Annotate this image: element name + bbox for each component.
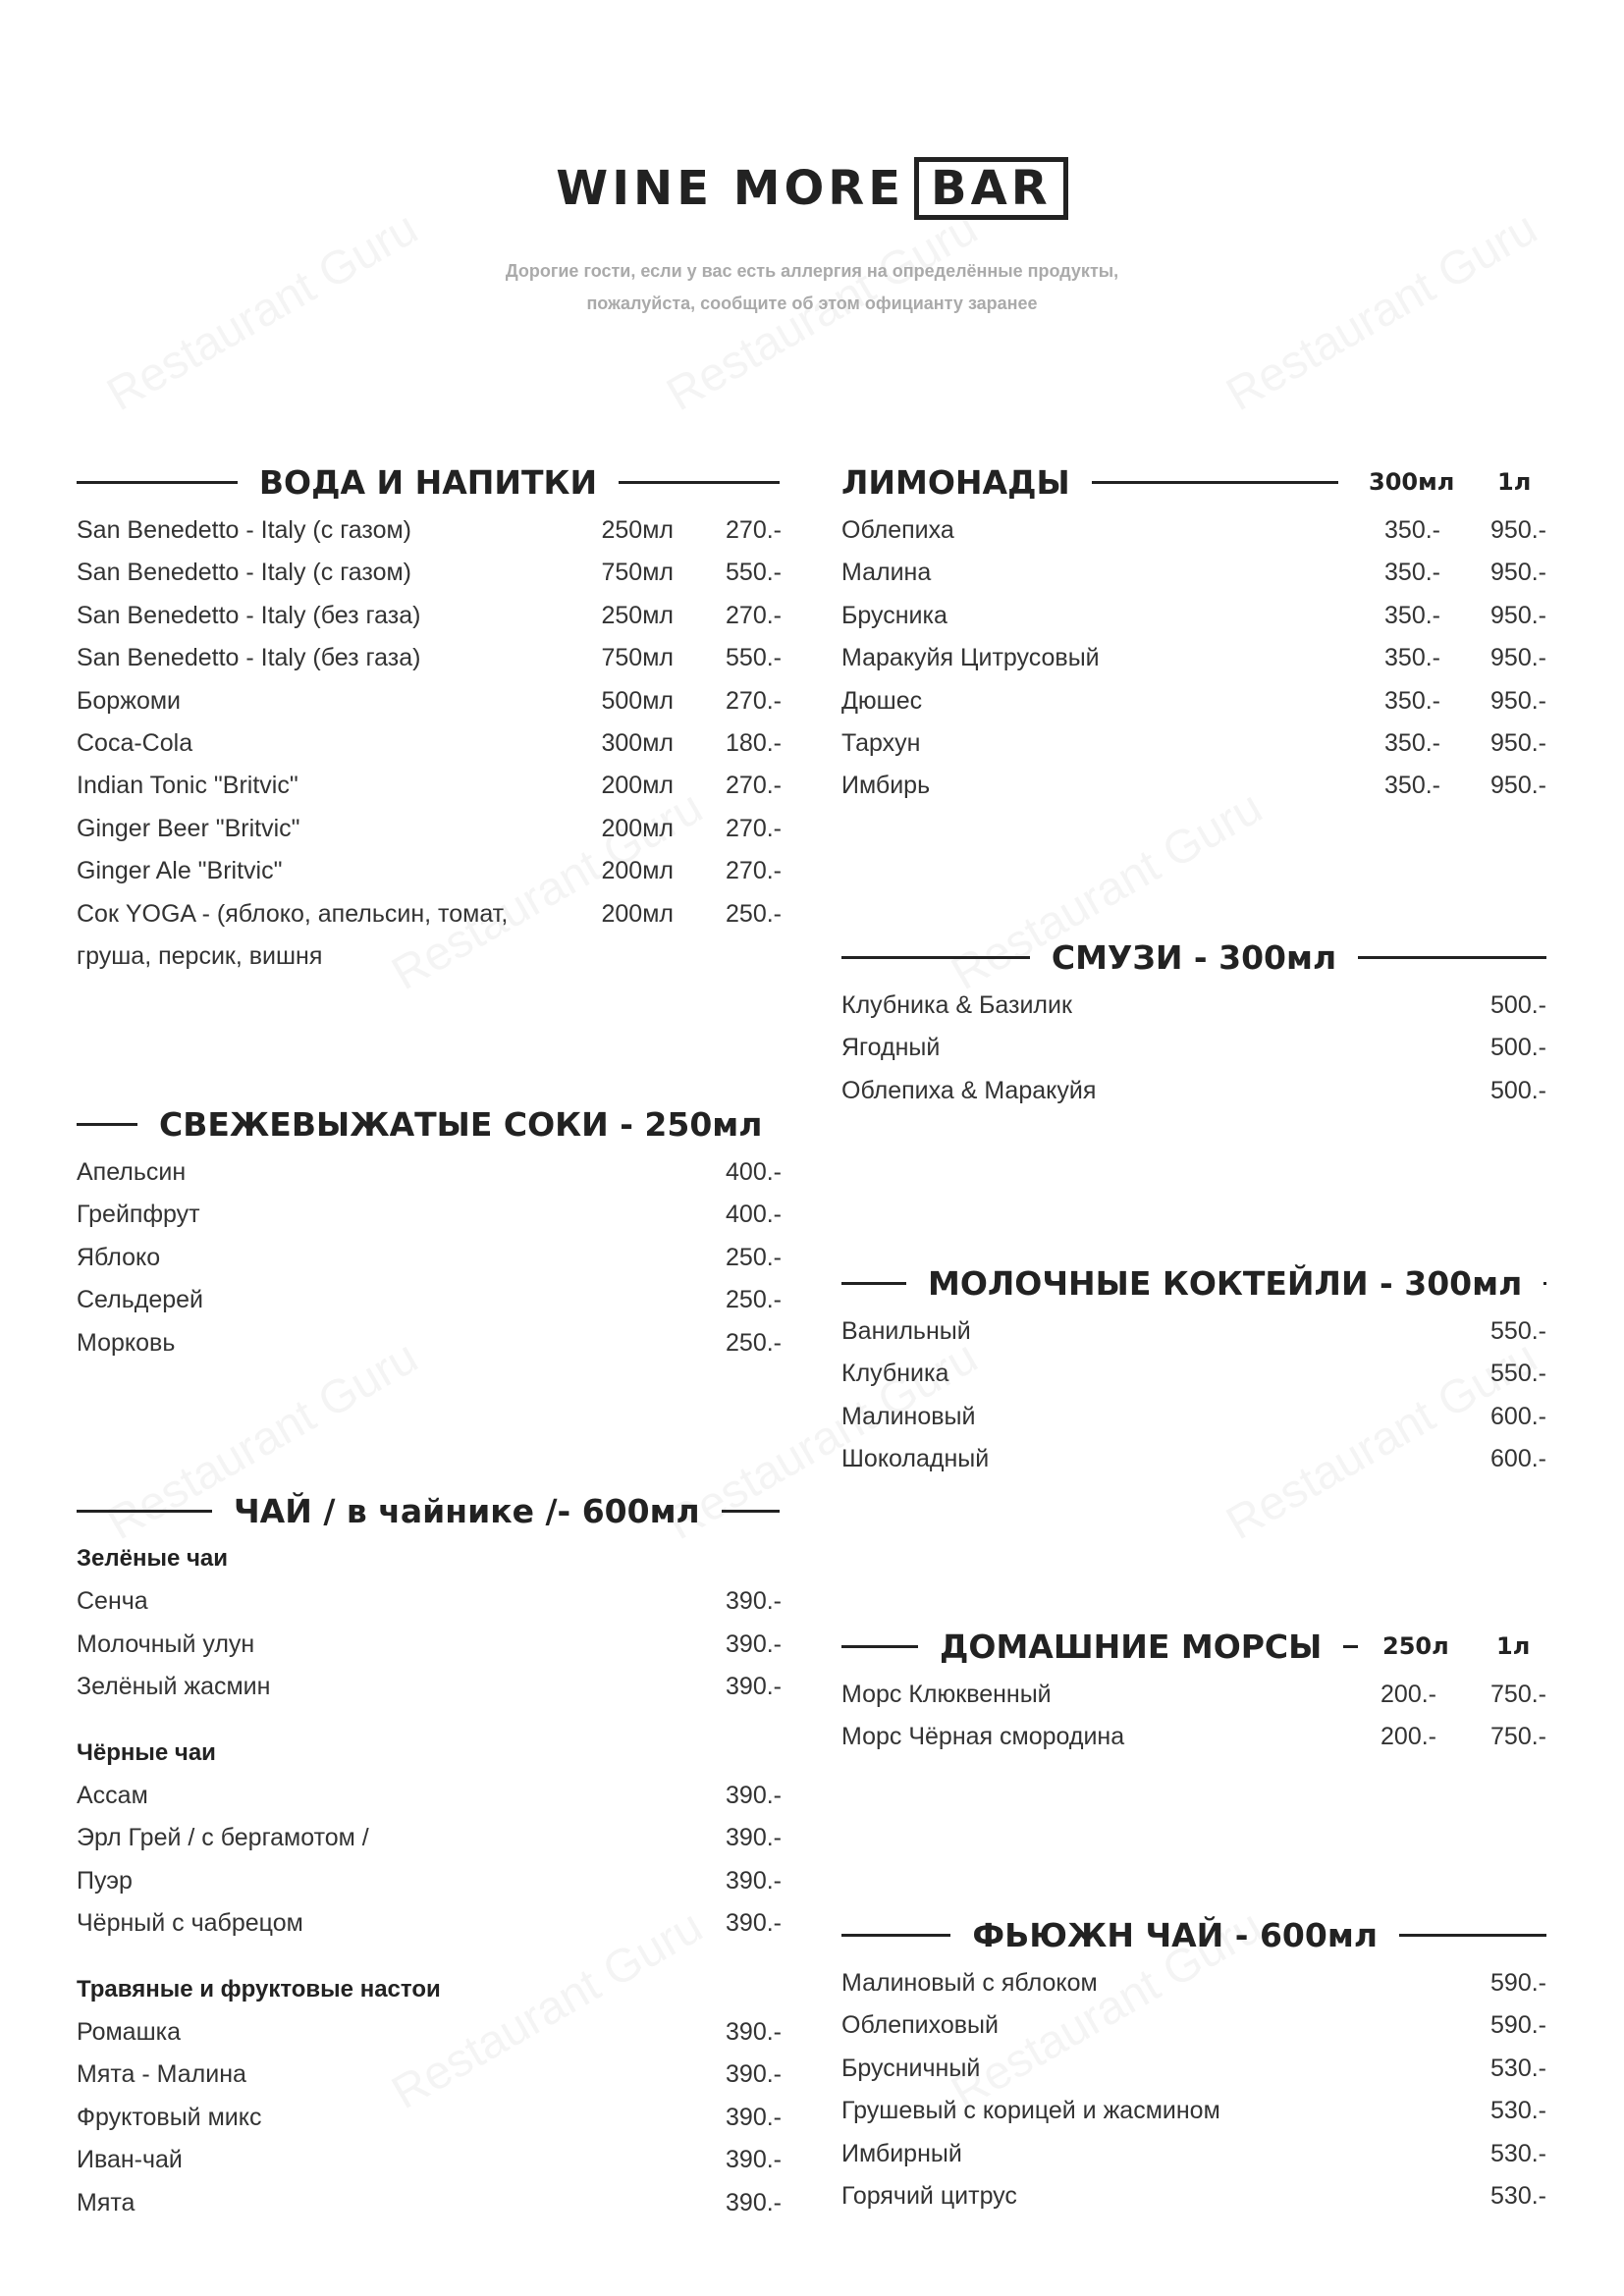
item-name: Яблоко bbox=[77, 1243, 161, 1271]
item-name: Облепиховый bbox=[841, 2011, 999, 2040]
section-title: ДОМАШНИЕ МОРСЫ bbox=[940, 1627, 1323, 1666]
menu-item bbox=[841, 2049, 1546, 2088]
menu-item bbox=[77, 851, 782, 890]
item-volume: 200мл bbox=[601, 814, 674, 842]
section-heading-juices bbox=[77, 1101, 780, 1147]
item-name: San Benedetto - Italy (с газом) bbox=[77, 516, 411, 544]
section-title: МОЛОЧНЫЕ КОКТЕЙЛИ - 300мл bbox=[928, 1263, 1523, 1303]
item-name: Грейпфрут bbox=[77, 1201, 200, 1229]
menu-item bbox=[841, 986, 1546, 1025]
menu-item bbox=[841, 1028, 1546, 1067]
tea-group-title: Травяные и фруктовые настои bbox=[77, 1975, 441, 2002]
item-name: груша, персик, вишня bbox=[77, 942, 323, 970]
section-title: СВЕЖЕВЫЖАТЫЕ СОКИ - 250мл bbox=[159, 1104, 763, 1144]
item-price-300ml: 350.- bbox=[1384, 772, 1440, 800]
menu-item bbox=[77, 1195, 782, 1234]
section-heading-smoothie bbox=[841, 934, 1546, 980]
item-price: 270.- bbox=[726, 772, 782, 800]
heading-rule bbox=[1358, 956, 1546, 959]
item-price: 500.- bbox=[1490, 991, 1546, 1019]
notice-line: Дорогие гости, если у вас есть аллергия на определённые продукты, bbox=[505, 261, 1119, 281]
item-price: 590.- bbox=[1490, 2011, 1546, 2040]
section-title: ФЬЮЖН ЧАЙ - 600мл bbox=[972, 1915, 1378, 1954]
menu-item bbox=[841, 1397, 1546, 1436]
item-price-1l: 950.- bbox=[1490, 601, 1546, 629]
item-price-1l: 950.- bbox=[1490, 559, 1546, 587]
item-name: Coca-Cola bbox=[77, 729, 193, 757]
col-header: 250л bbox=[1382, 1632, 1449, 1660]
item-price: 550.- bbox=[726, 559, 782, 587]
item-price: 180.- bbox=[726, 729, 782, 757]
menu-item bbox=[77, 1581, 782, 1621]
item-price: 390.- bbox=[726, 1782, 782, 1809]
item-price: 500.- bbox=[1490, 1034, 1546, 1062]
item-price: 390.- bbox=[726, 1629, 782, 1658]
item-name: Морс Чёрная смородина bbox=[841, 1723, 1125, 1751]
item-price: 390.- bbox=[726, 2188, 782, 2216]
item-name: Боржоми bbox=[77, 686, 181, 715]
item-name: Ромашка bbox=[77, 2018, 182, 2046]
col-header: 300мл bbox=[1369, 468, 1455, 496]
item-name: Клубника bbox=[841, 1360, 949, 1388]
item-price: 390.- bbox=[726, 1824, 782, 1852]
menu-item bbox=[841, 2176, 1546, 2216]
item-volume: 250мл bbox=[601, 516, 674, 544]
tea-group-title: Зелёные чаи bbox=[77, 1545, 229, 1572]
section-title: ЧАЙ / в чайнике /- 600мл bbox=[234, 1491, 700, 1530]
item-price: 530.- bbox=[1490, 2182, 1546, 2210]
item-name: Имбирь bbox=[841, 772, 931, 800]
heading-rule bbox=[841, 1934, 950, 1937]
item-price: 390.- bbox=[726, 2060, 782, 2089]
menu-item bbox=[841, 681, 1546, 721]
item-volume: 750мл bbox=[601, 559, 674, 587]
heading-rule bbox=[619, 481, 780, 484]
col-header: 1л bbox=[1497, 468, 1532, 496]
item-name: Ginger Beer "Britvic" bbox=[77, 814, 300, 842]
item-price: 390.- bbox=[726, 1909, 782, 1938]
menu-item bbox=[77, 681, 782, 721]
item-name: Чёрный с чабрецом bbox=[77, 1909, 303, 1938]
heading-rule bbox=[841, 1645, 918, 1648]
item-volume: 500мл bbox=[601, 686, 674, 715]
menu-item bbox=[77, 596, 782, 635]
item-price: 530.- bbox=[1490, 2139, 1546, 2167]
heading-rule bbox=[1399, 1934, 1546, 1937]
item-name: Сенча bbox=[77, 1587, 148, 1616]
item-price: 550.- bbox=[1490, 1360, 1546, 1388]
item-name: Дюшес bbox=[841, 686, 923, 715]
item-price-1l: 950.- bbox=[1490, 686, 1546, 715]
menu-item bbox=[77, 2055, 782, 2094]
menu-item bbox=[77, 553, 782, 592]
item-price-300ml: 350.- bbox=[1384, 601, 1440, 629]
menu-item bbox=[77, 1625, 782, 1664]
menu-item bbox=[841, 1071, 1546, 1110]
item-price-1l: 750.- bbox=[1490, 1681, 1546, 1708]
item-price: 390.- bbox=[726, 1673, 782, 1701]
item-name: Грушевый с корицей и жасмином bbox=[841, 2097, 1220, 2125]
item-price-300ml: 350.- bbox=[1384, 559, 1440, 587]
item-price: 600.- bbox=[1490, 1402, 1546, 1430]
col-header: 1л bbox=[1496, 1632, 1531, 1660]
item-price: 390.- bbox=[726, 2018, 782, 2046]
menu-item bbox=[841, 1717, 1546, 1756]
menu-item bbox=[77, 2012, 782, 2052]
item-name: Мята bbox=[77, 2188, 135, 2216]
item-name: Брусника bbox=[841, 601, 947, 629]
item-name: San Benedetto - Italy (без газа) bbox=[77, 644, 421, 672]
item-name: Пуэр bbox=[77, 1866, 133, 1895]
item-name: Маракуйя Цитрусовый bbox=[841, 644, 1100, 672]
menu-item bbox=[77, 510, 782, 550]
item-price: 550.- bbox=[726, 644, 782, 672]
heading-rule bbox=[77, 1510, 212, 1513]
item-name: Ginger Ale "Britvic" bbox=[77, 857, 283, 885]
logo-text: WINE MORE bbox=[556, 161, 905, 216]
item-price: 270.- bbox=[726, 601, 782, 629]
menu-item bbox=[77, 1776, 782, 1815]
item-price-1l: 950.- bbox=[1490, 772, 1546, 800]
allergy-notice bbox=[0, 255, 1624, 320]
item-price: 390.- bbox=[726, 2103, 782, 2131]
item-name: Имбирный bbox=[841, 2139, 962, 2167]
section-title: СМУЗИ - 300мл bbox=[1051, 937, 1337, 977]
menu-item bbox=[77, 1280, 782, 1319]
item-price-300ml: 350.- bbox=[1384, 729, 1440, 757]
menu-item bbox=[77, 1323, 782, 1362]
menu-item bbox=[841, 1354, 1546, 1393]
item-price: 250.- bbox=[726, 1286, 782, 1314]
menu-item bbox=[841, 638, 1546, 677]
item-price: 270.- bbox=[726, 814, 782, 842]
menu-item bbox=[77, 1667, 782, 1706]
item-price-1l: 750.- bbox=[1490, 1723, 1546, 1751]
menu-item bbox=[841, 2091, 1546, 2130]
menu-item bbox=[841, 1311, 1546, 1351]
item-volume: 200мл bbox=[601, 857, 674, 885]
item-volume: 200мл bbox=[601, 772, 674, 800]
item-price: 390.- bbox=[726, 1866, 782, 1895]
item-volume: 750мл bbox=[601, 644, 674, 672]
item-price-1l: 950.- bbox=[1490, 729, 1546, 757]
item-name: Тархун bbox=[841, 729, 921, 757]
item-volume: 200мл bbox=[601, 899, 674, 928]
menu-item bbox=[77, 723, 782, 763]
item-price-250: 200.- bbox=[1380, 1681, 1436, 1708]
section-title: ВОДА И НАПИТКИ bbox=[258, 462, 598, 502]
item-name: San Benedetto - Italy (с газом) bbox=[77, 559, 411, 587]
item-name: Горячий цитрус bbox=[841, 2182, 1017, 2210]
item-price: 250.- bbox=[726, 899, 782, 928]
item-price: 270.- bbox=[726, 516, 782, 544]
heading-rule bbox=[1092, 481, 1338, 484]
menu-item bbox=[77, 1238, 782, 1277]
heading-rule bbox=[77, 1123, 137, 1126]
item-price-1l: 950.- bbox=[1490, 644, 1546, 672]
item-price: 600.- bbox=[1490, 1445, 1546, 1473]
menu-item bbox=[841, 2005, 1546, 2045]
item-price: 390.- bbox=[726, 1587, 782, 1616]
item-name: Облепиха & Маракуйя bbox=[841, 1076, 1097, 1104]
section-heading-water bbox=[77, 459, 780, 505]
menu-item bbox=[841, 1963, 1546, 2002]
menu-item bbox=[77, 2140, 782, 2179]
item-price: 590.- bbox=[1490, 1969, 1546, 1997]
item-name: Зелёный жасмин bbox=[77, 1673, 271, 1701]
item-name: Облепиха bbox=[841, 516, 954, 544]
item-price-300ml: 350.- bbox=[1384, 644, 1440, 672]
item-price: 250.- bbox=[726, 1243, 782, 1271]
section-heading-tea bbox=[77, 1488, 780, 1533]
logo-box: BAR bbox=[914, 157, 1068, 220]
item-name: Морс Клюквенный bbox=[841, 1681, 1052, 1708]
section-heading-milkshakes bbox=[841, 1260, 1546, 1306]
heading-rule bbox=[1543, 1282, 1546, 1285]
item-price: 530.- bbox=[1490, 2054, 1546, 2082]
menu-item bbox=[77, 1903, 782, 1943]
item-price: 270.- bbox=[726, 686, 782, 715]
item-price: 550.- bbox=[1490, 1317, 1546, 1345]
menu-item bbox=[841, 766, 1546, 805]
item-name: Морковь bbox=[77, 1328, 176, 1357]
section-heading-fusion bbox=[841, 1912, 1546, 1957]
item-name: Иван-чай bbox=[77, 2146, 183, 2174]
menu-item bbox=[77, 809, 782, 848]
item-name: Малиновый с яблоком bbox=[841, 1969, 1098, 1997]
item-name: Сок YOGA - (яблоко, апельсин, томат, bbox=[77, 899, 509, 928]
menu-item bbox=[841, 723, 1546, 763]
item-price: 270.- bbox=[726, 857, 782, 885]
item-name: Ассам bbox=[77, 1782, 148, 1809]
item-volume: 250мл bbox=[601, 601, 674, 629]
item-price: 400.- bbox=[726, 1201, 782, 1229]
lemonade-col-headers bbox=[1355, 459, 1551, 505]
heading-rule bbox=[841, 1282, 906, 1285]
menu-item bbox=[77, 1818, 782, 1857]
menu-item bbox=[841, 1675, 1546, 1714]
menu-item bbox=[841, 553, 1546, 592]
item-name: Мята - Малина bbox=[77, 2060, 246, 2089]
menu-item bbox=[841, 510, 1546, 550]
heading-rule bbox=[841, 956, 1030, 959]
menu-item bbox=[841, 2134, 1546, 2173]
item-name: Ванильный bbox=[841, 1317, 971, 1345]
item-price-300ml: 350.- bbox=[1384, 516, 1440, 544]
item-price: 400.- bbox=[726, 1158, 782, 1186]
item-name: Брусничный bbox=[841, 2054, 981, 2082]
item-price-250: 200.- bbox=[1380, 1723, 1436, 1751]
section-heading-mors bbox=[841, 1624, 1372, 1669]
item-price: 390.- bbox=[726, 2146, 782, 2174]
item-name: Шоколадный bbox=[841, 1445, 990, 1473]
heading-rule bbox=[77, 481, 238, 484]
item-name: Indian Tonic "Britvic" bbox=[77, 772, 298, 800]
section-heading-lemonades bbox=[841, 459, 1352, 505]
item-price-1l: 950.- bbox=[1490, 516, 1546, 544]
menu-item bbox=[77, 894, 782, 934]
menu-item bbox=[77, 2098, 782, 2137]
item-name: Эрл Грей / с бергамотом / bbox=[77, 1824, 369, 1852]
menu-item bbox=[77, 1861, 782, 1900]
menu-item bbox=[77, 638, 782, 677]
menu-item bbox=[77, 1152, 782, 1192]
item-name: Фруктовый микс bbox=[77, 2103, 262, 2131]
item-price-300ml: 350.- bbox=[1384, 686, 1440, 715]
heading-rule bbox=[722, 1510, 780, 1513]
item-name: Малина bbox=[841, 559, 932, 587]
heading-rule bbox=[1343, 1645, 1358, 1648]
item-price: 530.- bbox=[1490, 2097, 1546, 2125]
brand-logo bbox=[0, 157, 1624, 220]
menu-item bbox=[841, 1439, 1546, 1478]
section-title: ЛИМОНАДЫ bbox=[841, 462, 1070, 502]
item-volume: 300мл bbox=[601, 729, 674, 757]
item-name: Малиновый bbox=[841, 1402, 976, 1430]
item-price: 500.- bbox=[1490, 1076, 1546, 1104]
item-name: Клубника & Базилик bbox=[841, 991, 1072, 1019]
notice-line: пожалуйста, сообщите об этом официанту заранее bbox=[586, 294, 1038, 313]
mors-col-headers bbox=[1375, 1624, 1551, 1669]
item-name: Молочный улун bbox=[77, 1629, 255, 1658]
menu-item bbox=[841, 596, 1546, 635]
tea-group-title: Чёрные чаи bbox=[77, 1738, 216, 1766]
item-name: San Benedetto - Italy (без газа) bbox=[77, 601, 421, 629]
item-price: 250.- bbox=[726, 1328, 782, 1357]
item-name: Сельдерей bbox=[77, 1286, 204, 1314]
item-name: Апельсин bbox=[77, 1158, 187, 1186]
menu-item bbox=[77, 2183, 782, 2222]
item-name: Ягодный bbox=[841, 1034, 941, 1062]
menu-item bbox=[77, 936, 782, 976]
menu-item bbox=[77, 766, 782, 805]
